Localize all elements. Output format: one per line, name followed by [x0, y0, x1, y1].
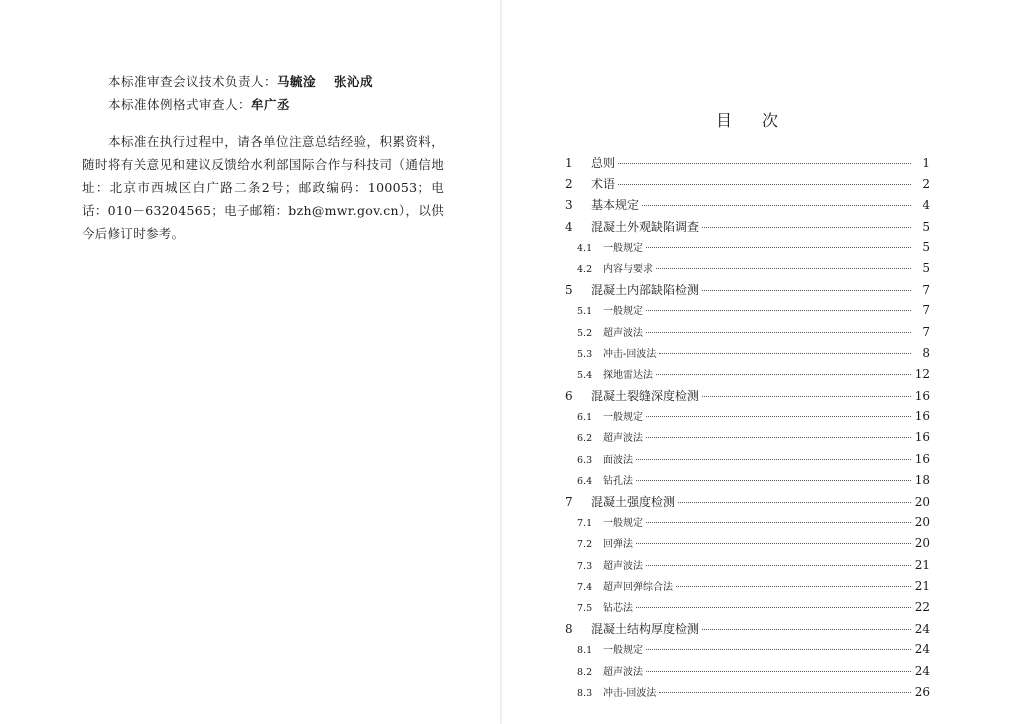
toc-chapter-entry[interactable]	[565, 154, 930, 175]
toc-entry-page: 16	[914, 430, 930, 445]
toc-entry-page: 8	[922, 345, 930, 360]
toc-entry-number: 5.2	[577, 327, 593, 339]
toc-entry-number: 4.2	[577, 263, 593, 275]
toc-entry-number: 5.3	[577, 348, 593, 360]
toc-section-entry[interactable]	[565, 514, 930, 535]
toc-entry-number: 7.3	[577, 560, 593, 572]
toc-entry-title: 混凝土强度检测	[591, 495, 676, 509]
toc-entry-page: 20	[914, 515, 930, 530]
feedback-note: 本标准在执行过程中，请各单位注意总结经验，积累资料，随时将有关意见和建议反馈给水利部国际合作与科技司（通信地址：北京市西城区白广路二条2号；邮政编码：100053；电话：010－63204565；电子邮箱：bzh@mwr.gov.cn），以供今后修订时参考。	[82, 134, 444, 241]
toc-entry-number: 5.4	[577, 369, 593, 381]
toc-entry-title: 混凝土结构厚度检测	[591, 622, 700, 637]
toc-dot-leader	[636, 459, 911, 460]
toc-entry-page: 20	[914, 536, 930, 551]
technical-reviewer-name-1: 马毓淦	[277, 74, 317, 89]
toc-dot-leader	[646, 565, 911, 566]
toc-entry-title: 超声回弹综合法	[603, 581, 673, 593]
toc-section-entry[interactable]	[565, 260, 930, 281]
toc-entry-page: 22	[914, 599, 930, 614]
toc-entry-title: 钻孔法	[603, 475, 633, 487]
toc-entry-number: 8.1	[577, 645, 593, 657]
toc-dot-leader	[702, 227, 911, 228]
toc-chapter-entry[interactable]	[565, 493, 930, 514]
toc-section-entry[interactable]	[565, 557, 930, 578]
toc-entry-number: 6.3	[577, 454, 593, 466]
toc-entry-title: 混凝土裂缝深度检测	[591, 389, 700, 404]
toc-entry-title: 超声波法	[603, 433, 643, 445]
toc-dot-leader	[676, 586, 911, 587]
toc-section-entry[interactable]	[565, 663, 930, 684]
toc-entry-page: 26	[914, 684, 930, 699]
toc-section-entry[interactable]	[565, 451, 930, 472]
toc-entry-title: 总则	[591, 156, 616, 170]
technical-reviewer-name-2: 张沁成	[334, 74, 374, 89]
toc-entry-page: 5	[922, 219, 930, 234]
toc-dot-leader	[636, 607, 911, 608]
toc-entry-number: 6.4	[577, 475, 593, 487]
toc-chapter-entry[interactable]	[565, 196, 930, 217]
toc-section-entry[interactable]	[565, 345, 930, 366]
toc-entry-page: 24	[914, 663, 930, 678]
toc-entry-number: 4.1	[577, 242, 593, 254]
toc-entry-page: 2	[922, 177, 930, 192]
toc-entry-title: 钻芯法	[603, 602, 633, 614]
toc-section-entry[interactable]	[565, 535, 930, 556]
toc-entry-title: 术语	[591, 177, 616, 192]
toc-entry-number: 6.2	[577, 433, 593, 445]
toc-entry-title: 超声波法	[603, 666, 643, 678]
toc-chapter-entry[interactable]	[565, 218, 930, 239]
toc-entry-title: 一般规定	[603, 518, 643, 530]
toc-section-entry[interactable]	[565, 239, 930, 260]
toc-dot-leader	[646, 310, 911, 311]
toc-entry-page: 24	[914, 622, 930, 637]
toc-dot-leader	[659, 692, 911, 693]
toc-entry-number: 2	[565, 177, 573, 192]
toc-dot-leader	[646, 332, 911, 333]
toc-entry-page: 1	[922, 156, 930, 170]
toc-dot-leader	[702, 290, 911, 291]
technical-reviewer-label: 本标准审查会议技术负责人：	[108, 74, 278, 89]
toc-entry-page: 16	[914, 409, 930, 424]
toc-entry-page: 5	[922, 260, 930, 275]
toc-entry-title: 冲击-回波法	[603, 348, 657, 360]
toc-entry-number: 5	[565, 283, 573, 298]
toc-entry-title: 探地雷达法	[603, 369, 653, 381]
toc-section-entry[interactable]	[565, 324, 930, 345]
toc-entry-page: 12	[914, 366, 930, 381]
toc-dot-leader	[642, 205, 911, 206]
toc-entry-title: 超声波法	[603, 560, 643, 572]
toc-entry-number: 7.2	[577, 539, 593, 551]
toc-entry-title: 基本规定	[591, 198, 640, 213]
toc-entry-title: 超声波法	[603, 327, 643, 339]
toc-dot-leader	[646, 671, 911, 672]
toc-entry-page: 5	[922, 239, 930, 254]
toc-entry-number: 4	[565, 219, 573, 234]
toc-entry-number: 8.2	[577, 666, 593, 678]
toc-entry-number: 1	[565, 156, 573, 170]
toc-dot-leader	[678, 502, 911, 503]
toc-entry-title: 混凝土内部缺陷检测	[591, 283, 700, 298]
toc-dot-leader	[636, 480, 911, 481]
toc-title: 目次	[716, 111, 809, 130]
toc-chapter-entry[interactable]	[565, 387, 930, 408]
toc-dot-leader	[646, 247, 911, 248]
toc-entry-number: 5.1	[577, 306, 593, 318]
toc-dot-leader	[636, 543, 911, 544]
toc-entry-page: 21	[914, 578, 930, 593]
toc-section-entry[interactable]	[565, 599, 930, 620]
format-reviewer-line	[108, 95, 290, 113]
format-reviewer-label: 本标准体例格式审查人：	[108, 97, 252, 112]
toc-entry-number: 7.1	[577, 518, 593, 530]
toc-section-entry[interactable]	[565, 684, 930, 705]
toc-entry-page: 4	[922, 198, 930, 213]
toc-entry-number: 8	[565, 622, 573, 637]
toc-section-entry[interactable]	[565, 366, 930, 387]
toc-dot-leader	[646, 416, 911, 417]
toc-chapter-entry[interactable]	[565, 281, 930, 302]
table-of-contents	[565, 154, 930, 705]
toc-entry-title: 内容与要求	[603, 263, 653, 275]
toc-chapter-entry[interactable]	[565, 175, 930, 196]
toc-entry-page: 7	[922, 283, 930, 298]
toc-entry-title: 一般规定	[603, 306, 643, 318]
toc-entry-number: 7.4	[577, 581, 593, 593]
toc-section-entry[interactable]	[565, 641, 930, 662]
toc-dot-leader	[656, 268, 911, 269]
toc-entry-page: 16	[914, 451, 930, 466]
toc-dot-leader	[618, 163, 911, 164]
toc-dot-leader	[618, 184, 911, 185]
toc-dot-leader	[702, 396, 911, 397]
technical-reviewer-line	[108, 72, 373, 90]
toc-entry-page: 16	[914, 389, 930, 404]
toc-entry-number: 3	[565, 198, 573, 213]
toc-dot-leader	[702, 629, 911, 630]
toc-entry-title: 一般规定	[603, 645, 643, 657]
toc-entry-title: 混凝土外观缺陷调查	[591, 219, 700, 234]
toc-entry-page: 21	[914, 557, 930, 572]
toc-entry-number: 8.3	[577, 687, 593, 699]
toc-entry-number: 7.5	[577, 602, 593, 614]
toc-section-entry[interactable]	[565, 472, 930, 493]
toc-entry-title: 一般规定	[603, 242, 643, 254]
toc-entry-title: 面波法	[603, 454, 633, 466]
toc-entry-title: 一般规定	[603, 412, 643, 424]
toc-chapter-entry[interactable]	[565, 620, 930, 641]
toc-entry-page: 7	[922, 324, 930, 339]
toc-entry-page: 7	[922, 303, 930, 318]
toc-entry-page: 20	[914, 495, 930, 509]
left-page	[0, 0, 500, 724]
toc-entry-page: 18	[914, 472, 930, 487]
toc-section-entry[interactable]	[565, 408, 930, 429]
toc-section-entry[interactable]	[565, 429, 930, 450]
toc-entry-page: 24	[914, 642, 930, 657]
toc-dot-leader	[646, 437, 911, 438]
toc-dot-leader	[646, 522, 911, 523]
toc-entry-title: 回弹法	[603, 539, 633, 551]
toc-entry-number: 6.1	[577, 412, 593, 424]
toc-dot-leader	[646, 649, 911, 650]
toc-entry-number: 6	[565, 389, 573, 404]
toc-section-entry[interactable]	[565, 578, 930, 599]
toc-dot-leader	[656, 374, 911, 375]
toc-dot-leader	[659, 353, 911, 354]
toc-section-entry[interactable]	[565, 302, 930, 323]
toc-entry-title: 冲击-回波法	[603, 687, 657, 699]
format-reviewer-name: 牟广丞	[251, 97, 291, 112]
right-page	[503, 0, 1024, 724]
toc-entry-number: 7	[565, 495, 573, 509]
